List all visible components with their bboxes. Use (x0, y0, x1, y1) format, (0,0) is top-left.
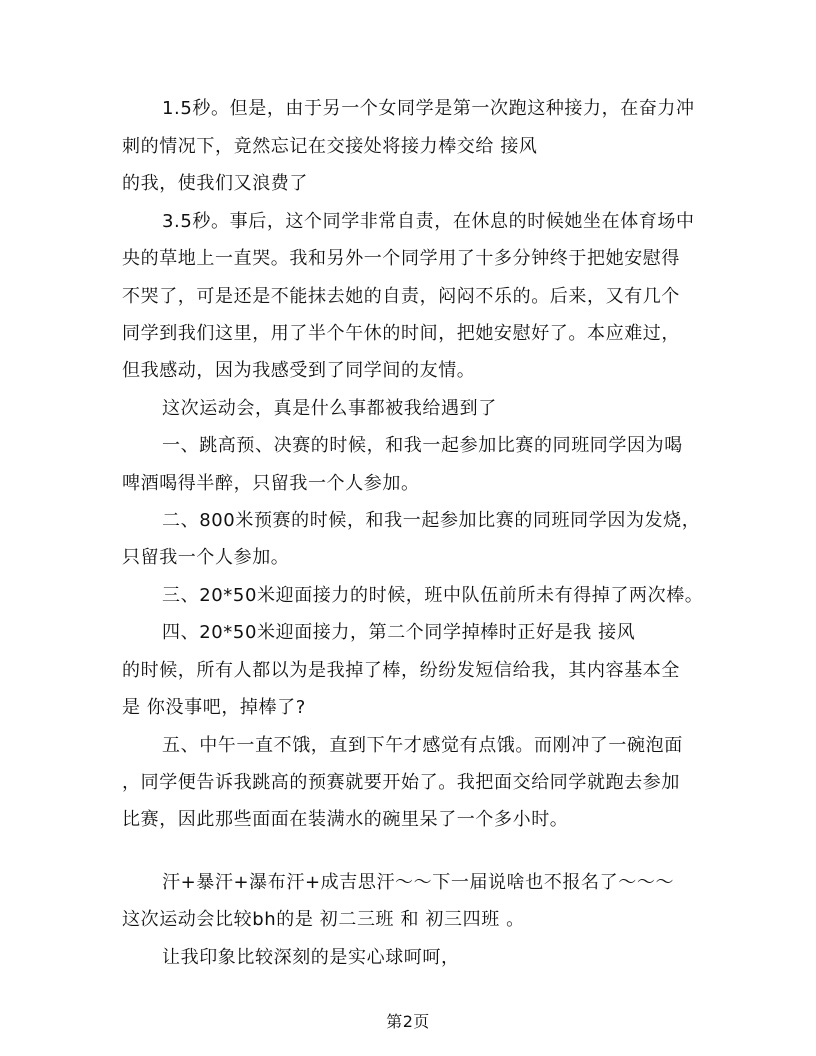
text-line: 的时候，所有人都以为是我掉了棒，纷纷发短信给我，其内容基本全 (122, 660, 680, 681)
text-line: 央的草地上一直哭。我和另外一个同学用了十多分钟终于把她安慰得 (122, 248, 680, 269)
text-line: 只留我一个人参加。 (122, 547, 290, 568)
text-line: 的我，使我们又浪费了 (122, 173, 308, 194)
text-line: 是 你没事吧，掉棒了? (122, 697, 306, 718)
text-line: 三、20*50米迎面接力的时候，班中队伍前所未有得掉了两次棒。 (162, 585, 704, 606)
text-line: 这次运动会比较bh的是 初二三班 和 初三四班 。 (122, 909, 525, 930)
text-line: 五、中午一直不饿，直到下午才感觉有点饿。而刚冲了一碗泡面 (162, 735, 683, 756)
text-line: 四、20*50米迎面接力，第二个同学掉棒时正好是我 接风 (162, 622, 636, 643)
text-line: 啤酒喝得半醉，只留我一个人参加。 (122, 473, 420, 494)
text-line: 这次运动会，真是什么事都被我给遇到了 (162, 398, 497, 419)
text-line: 但我感动，因为我感受到了同学间的友情。 (122, 360, 476, 381)
text-line: 同学到我们这里，用了半个午休的时间，把她安慰好了。本应难过， (122, 323, 680, 344)
text-line: 3.5秒。事后，这个同学非常自责，在休息的时候她坐在体育场中 (162, 211, 695, 232)
text-line: 汗+暴汗+瀑布汗+成吉思汗～～下一届说啥也不报名了～～～ (162, 872, 675, 893)
text-line: ，同学便告诉我跳高的预赛就要开始了。我把面交给同学就跑去参加 (122, 772, 680, 793)
text-line: 一、跳高预、决赛的时候，和我一起参加比赛的同班同学因为喝 (162, 435, 683, 456)
text-line: 比赛，因此那些面面在装满水的碗里呆了一个多小时。 (122, 809, 569, 830)
text-line: 1.5秒。但是，由于另一个女同学是第一次跑这种接力，在奋力冲 (162, 98, 695, 119)
text-line: 让我印象比较深刻的是实心球呵呵， (162, 947, 460, 968)
text-line: 不哭了，可是还是不能抹去她的自责，闷闷不乐的。后来，又有几个 (122, 286, 680, 307)
page-number: 第2页 (386, 1012, 430, 1031)
text-line: 二、800米预赛的时候，和我一起参加比赛的同班同学因为发烧， (162, 510, 701, 531)
text-line: 刺的情况下，竟然忘记在交接处将接力棒交给 接风 (122, 136, 538, 157)
